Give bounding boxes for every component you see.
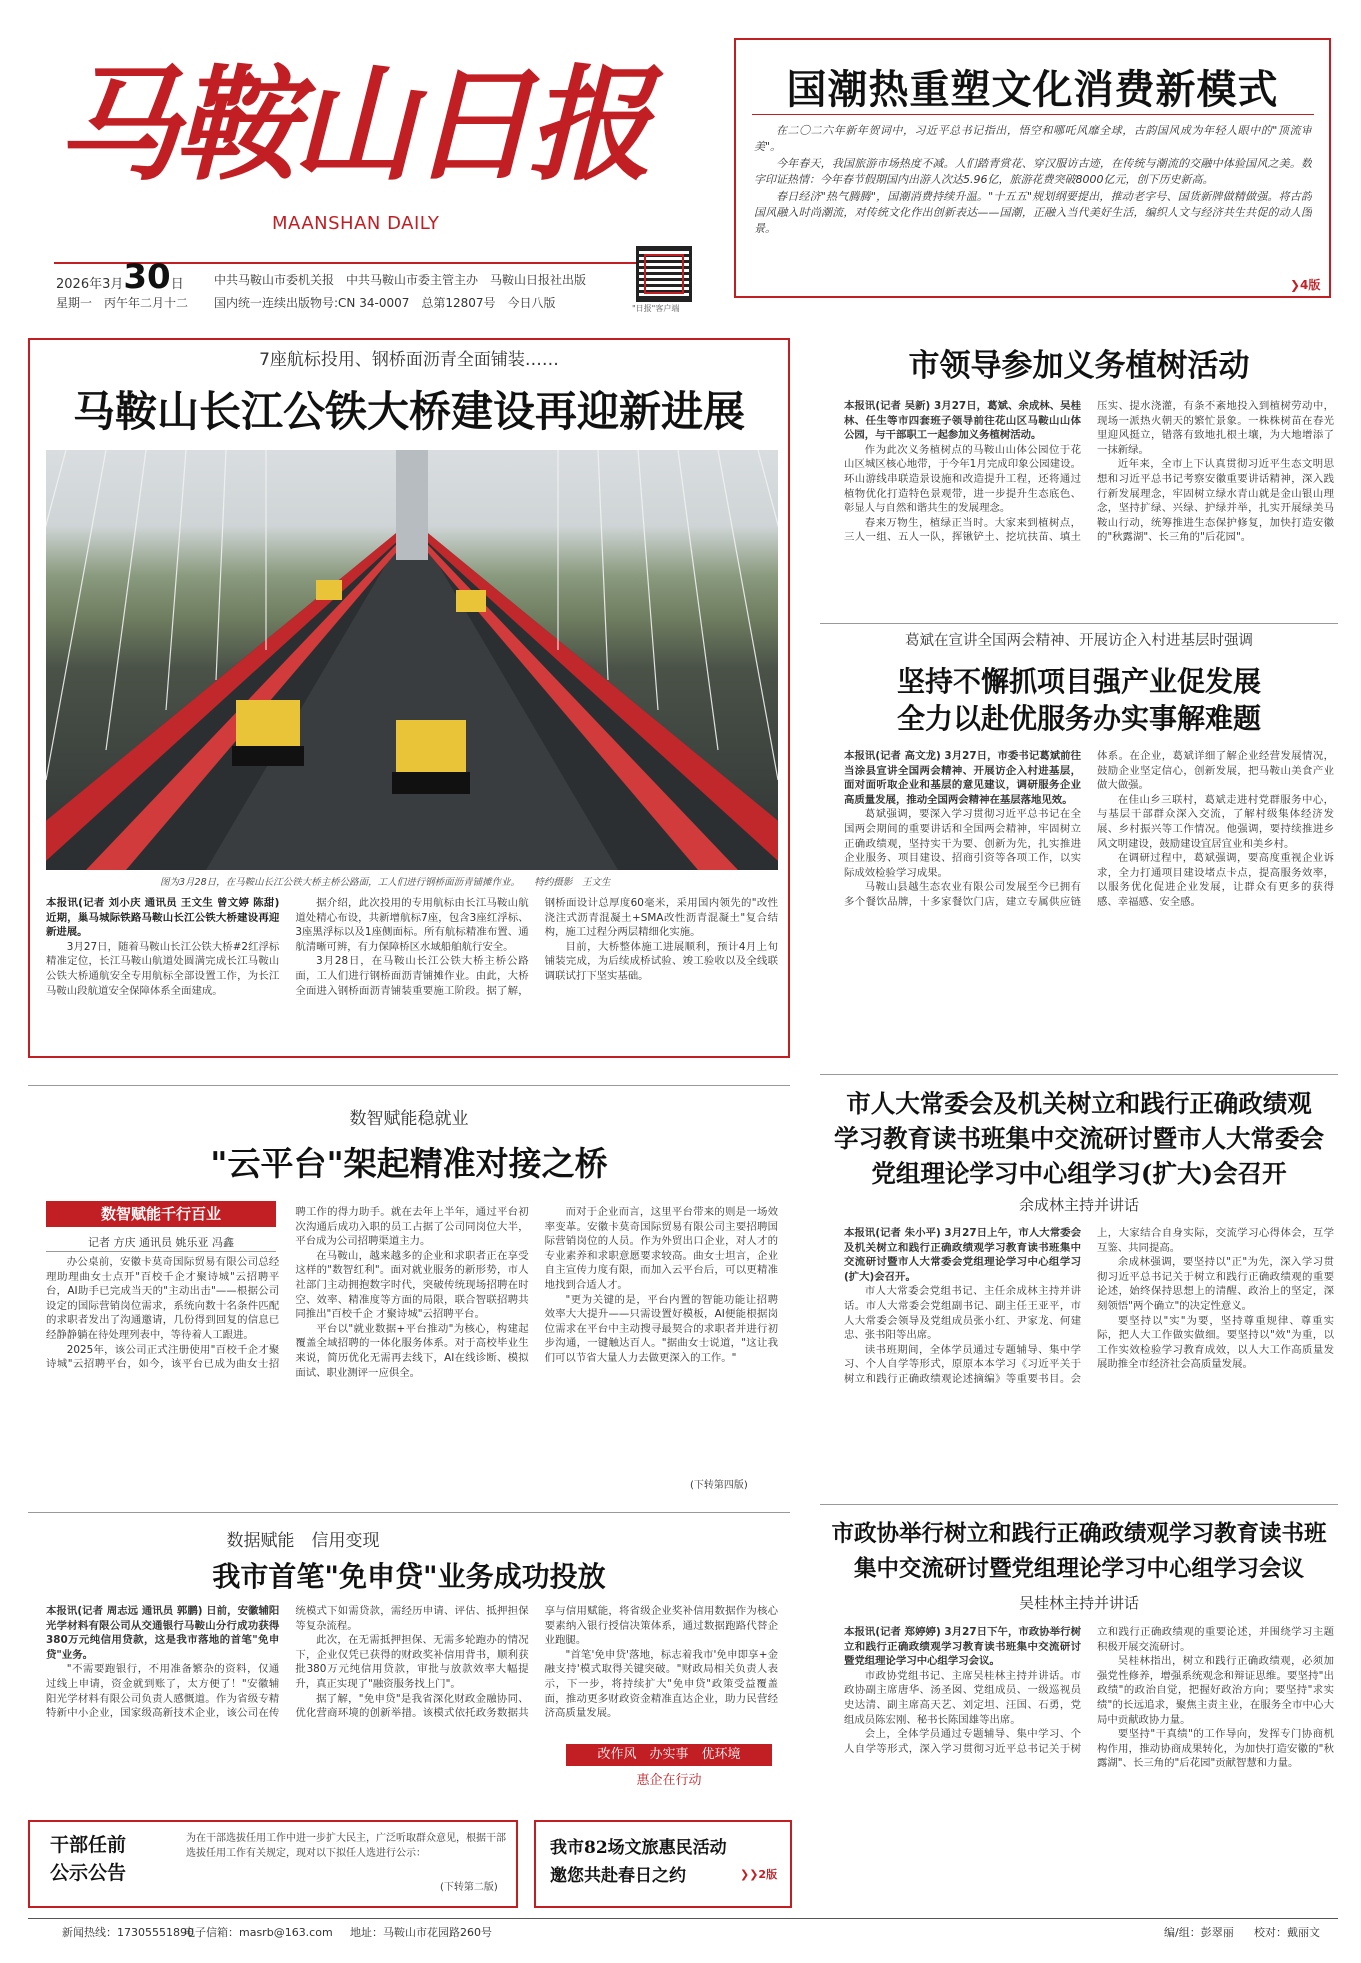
footer-rule [28,1918,1338,1919]
top-feature-text: 在二〇二六年新年贺词中，习近平总书记指出，悟空和哪吒风靡全球，古韵国风成为年轻人眼中的"顶流审美"。 今年春天，我国旅游市场热度不减。人们踏青赏花、穿汉服访古迹，在传统与潮流的交融中体验国风之美。数字印证热情：今年春节假期国内出游人次达5.96亿，旅游花费突破8000亿元，创下历史新高。 春日经济"热气腾腾"，国潮消费持续升温。"十五五"规划纲要提出，推动老字号、国货新牌做精做强。将古韵国风融入时尚潮流，对传统文化作出创新表达——国潮，正融入当代美好生活，编织人文与经济共生共促的动人图景。 [754,124,1312,236]
cloud-kicker: 数智赋能稳就业 [349,1109,469,1129]
top-feature-title: 国潮热重塑文化消费新模式 [786,66,1279,113]
date-block: 2026年3月30日 [56,257,184,297]
slogan-sub: 惠企在行动 [636,1773,702,1788]
loan-kicker: 数据赋能 信用变现 [226,1531,380,1551]
cloud-byline: 记者 方庆 通讯员 姚乐亚 冯鑫 [88,1236,234,1249]
npc-title-3: 党组理论学习中心组学习(扩大)会召开 [871,1159,1287,1188]
top-feature-rule [752,114,1314,115]
cppcc-title-2: 集中交流研讨暨党组理论学习中心组学习会议 [853,1556,1304,1582]
cloud-jump[interactable]: (下转第四版) [690,1480,748,1491]
footer-hotline: 新闻热线：17305551890 [62,1926,194,1939]
cppcc-title-1: 市政协举行树立和践行正确政绩观学习教育读书班 [831,1521,1327,1547]
trees-body: 本报讯(记者 吴新) 3月27日，葛斌、余成林、吴桂林、任生等市四套班子领导前往花山区马鞍山山体公园，与干部职工一起参加义务植树活动。 作为此次义务植树点的马鞍山山体公园位于花山区城区核心地带，于今年1月完成印象公园建设。环山游线串联造景设施和改造提升工程，还将通过植物优化打造特色景观带，进一步提升生态底色、彰显人与自然和谐共生的发展理念。 春来万物生，植绿正当时。大家来到植树点，三人一组、五人一队，挥锹铲土、挖坑扶苗、填土压实、提水浇灌，有条不紊地投入到植树劳动中，现场一派热火朝天的繁忙景象。一株株树苗在春光里迎风挺立，错落有致地扎根土壤，为大地增添了一抹新绿。 近年来，全市上下认真贯彻习近平生态文明思想和习近平总书记考察安徽重要讲话精神，深入践行新发展理念，牢固树立绿水青山就是金山银山理念，坚持扩绿、兴绿、护绿并举，扎实开展绿美马鞍山行动，统筹推进生态保护修复，加快打造安徽的"秋露湖"、长三角的"后花园"。 [844,400,1334,544]
bridge-body: 本报讯(记者 刘小庆 通讯员 王文生 曾文婷 陈甜) 近期，巢马城际铁路马鞍山长江公铁大桥建设再迎新进展。 3月27日，随着马鞍山长江公铁大桥#2红浮标精准定位，长江马鞍山航道处圆满完成长江马鞍山公铁大桥通航安全专用航标全部设置工作，为长江马鞍山段航道安全保障体系全面建成。 据介绍，此次投用的专用航标由长江马鞍山航道处精心布设，共新增航标7座，包含3座红浮标、3座黑浮标以及1座侧面标。所有航标精准布置、通航清晰可辨，有力保障桥区水域船舶航行安全。 3月28日，在马鞍山长江公铁大桥主桥公路面，工人们进行钢桥面沥青铺摊作业。由此，大桥全面进入钢桥面沥青铺装重要施工阶段。据了解，钢桥面设计总厚度60毫米，采用国内领先的"改性浇注式沥青混凝土+SMA改性沥青混凝土"复合结构，施工过程分两层精细化实施。 目前，大桥整体施工进展顺利，预计4月上旬铺装完成，为后续成桥试验、竣工验收以及全线联调联试打下坚实基础。 [46,897,778,997]
qr-code-icon[interactable] [636,246,692,302]
masthead-english: MAANSHAN DAILY [272,213,440,234]
divider [820,1074,1338,1075]
gebin-title-1: 坚持不懈抓项目强产业促发展 [896,665,1261,698]
logo-calligraphy [56,40,696,190]
footer-editor: 编/组：彭翠丽 [1164,1926,1234,1939]
loan-body: 本报讯(记者 周志远 通讯员 郭鹏) 日前，安徽辅阳光学材料有限公司从交通银行马鞍山分行成功获得380万元纯信用贷款，这是我市落地的首笔"免申贷"业务。 "不需要跑银行，不用准备繁杂的资料，仅通过线上申请，资金就到账了，太方便了！"安徽辅阳光学材料有限公司负责人感慨道。作为省级专精特新中小企业，国家级高新技术企业，该公司在传统模式下如需贷款，需经历申请、评估、抵押担保等复杂流程。 此次，在无需抵押担保、无需多轮跑办的情况下，企业仅凭已获得的财政奖补信用背书，顺利获批380万元纯信用贷款，审批与放款效率大幅提升，真正实现了"融资服务找上门"。 据了解，"免申贷"是我省深化财政金融协同、优化营商环境的创新举措。该模式依托政务数据共享与信用赋能，将省级企业奖补信用数据作为核心要素纳入银行授信决策体系，通过数据跑路代替企业跑腿。 "首笔'免申贷'落地，标志着我市'免申即享+金融支持'模式取得关键突破。"财政局相关负责人表示，下一步，将持续扩大"免申贷"政策受益覆盖面，推动更多财政资金精准直达企业，助力民营经济高质量发展。 [46,1605,778,1720]
tour-jump[interactable]: ❯❯2版 [740,1868,778,1881]
npc-body: 本报讯(记者 朱小平) 3月27日上午，市人大常委会及机关树立和践行正确政绩观学习教育读书班集中交流研讨暨市人大常委会党组理论学习中心组学习(扩大)会召开。 市人大常委会党组书记、主任余成林主持并讲话。市人大常委会党组副书记、副主任王亚平，市人大常委会领导及党组成员张小红、尹家龙、何建忠、张书阳等出席。 读书班期间，全体学员通过专题辅导、集中学习、个人自学等形式，原原本本学习《习近平关于树立和践行正确政绩观论述摘编》等重要书目。会上，大家结合自身实际，交流学习心得体会，互学互鉴、共同提高。 余成林强调，要坚持以"正"为先，深入学习贯彻习近平总书记关于树立和践行正确政绩观的重要论述，始终保持思想上的清醒、政治上的坚定，深刻领悟"两个确立"的决定性意义。 要坚持以"实"为要，坚持尊重规律、尊重实际，把人大工作做实做细。要坚持以"效"为重，以工作实效检验学习教育成效，以人大工作高质量发展助推全市经济社会高质量发展。 [844,1227,1334,1385]
gebin-title-2: 全力以赴优服务办实事解难题 [896,702,1261,735]
notice-title-2: 公示公告 [50,1862,127,1884]
top-feature-jump[interactable]: ❯4版 [1290,278,1321,292]
bridge-photo-drawing [46,450,778,870]
notice-title-1: 干部任前 [50,1834,127,1856]
cloud-title: "云平台"架起精准对接之桥 [210,1144,608,1183]
bridge-photo [46,450,778,870]
footer-proof: 校对：戴丽文 [1254,1926,1320,1939]
divider [28,1512,790,1513]
divider [28,1085,790,1086]
notice-jump[interactable]: (下转第二版) [440,1882,498,1893]
cloud-tag: 数智赋能千行百业 [46,1201,276,1227]
tour-title-1: 我市82场文旅惠民活动 [550,1838,727,1858]
date-day: 30 [123,257,171,297]
divider [820,623,1338,624]
tour-title-2: 邀您共赴春日之约 [550,1866,686,1886]
cppcc-body: 本报讯(记者 郑婷婷) 3月27日下午，市政协举行树立和践行正确政绩观学习教育读书班集中交流研讨暨党组理论学习中心组学习会议。 市政协党组书记、主席吴桂林主持并讲话。市政协副主席唐华、汤圣囡、党组成员、一级巡视员史达清、副主席高天艺、刘定坦、汪国、石勇，党组成员陈宏刚、秘书长陈国雄等出席。 会上，全体学员通过专题辅导、集中学习、个人自学等形式，深入学习贯彻习近平总书记关于树立和践行正确政绩观的重要论述，并围绕学习主题积极开展交流研讨。 吴桂林指出，树立和践行正确政绩观，必须加强党性修养，增强系统观念和辩证思维。要坚持"出政绩"的政治自觉，把握好政治方向；要坚持"求实绩"的长远追求，聚焦主责主业，在服务全市中心大局中贡献政协力量。 要坚持"干真绩"的工作导向，发挥专门协商机构作用，推动协商成果转化，为加快打造安徽的"秋露湖"、长三角的"后花园"贡献智慧和力量。 [844,1626,1334,1770]
masthead-logo [56,40,696,190]
gebin-body: 本报讯(记者 高文龙) 3月27日，市委书记葛斌前往当涂县宣讲全国两会精神、开展访企入村进基层，面对面听取企业和基层的意见建议，调研服务企业高质量发展，推动全国两会精神在基层落地见效。 葛斌强调，要深入学习贯彻习近平总书记在全国两会期间的重要讲话和全国两会精神，牢固树立正确政绩观，坚持实干为要、创新为先，扎实推进企业服务、项目建设、招商引资等各项工作，以实际成效检验学习成果。 马鞍山县越生态农业有限公司发展至今已拥有多个餐饮品牌，十多家餐饮门店，建立专属供应链体系。在企业，葛斌详细了解企业经营发展情况，鼓励企业坚定信心，创新发展，把马鞍山美食产业做大做强。 在佳山乡三联村，葛斌走进村党群服务中心，与基层干部群众深入交流，了解村级集体经济发展、乡村振兴等工作情况。他强调，要持续推进乡风文明建设，鼓励建设宜居宜业和美乡村。 在调研过程中，葛斌强调，要高度重视企业诉求，全力打通项目建设堵点卡点，提高服务效率，以服务优化促进企业发展，让群众有更多的获得感、幸福感、安全感。 [844,750,1334,908]
gebin-kicker: 葛斌在宣讲全国两会精神、开展访企入村进基层时强调 [905,633,1253,649]
svg-text:马鞍山日报: 马鞍山日报 [56,53,647,190]
bridge-title: 马鞍山长江公铁大桥建设再迎新进展 [72,387,745,436]
divider [820,1504,1338,1505]
cppcc-subtitle: 吴桂林主持并讲话 [1018,1594,1139,1612]
footer-address: 地址：马鞍山市花园路260号 [350,1926,492,1939]
publisher-orgs: 中共马鞍山市委机关报 中共马鞍山市委主管主办 马鞍山日报社出版 [214,273,587,287]
footer-email: 电子信箱：masrb@163.com [184,1926,333,1939]
npc-title-2: 学习教育读书班集中交流研讨暨市人大常委会 [834,1124,1324,1153]
bridge-kicker: 7座航标投用、钢桥面沥青全面铺装…… [259,350,559,370]
loan-title: 我市首笔"免申贷"业务成功投放 [212,1560,606,1593]
trees-title: 市领导参加义务植树活动 [908,348,1250,384]
issn-line: 国内统一连续出版物号:CN 34-0007 总第12807号 今日八版 [214,296,556,310]
weekday: 星期一 丙午年二月十二 [56,296,189,310]
cloud-body: 办公桌前，安徽卡莫奇国际贸易有限公司总经理助理曲女士点开"百校千企才聚诗城"云招聘平台，AI助手已完成当天的"主动出击"——根据公司设定的国际营销岗位需求，系统向数十名条件匹配的求职者发出了沟通邀请，几份得到回复的信息已经静静躺在待处理列表中，等待着人工跟进。 2025年，该公司正式注册使用"百校千企才聚诗城"云招聘平台，如今，该平台已成为曲女士招聘工作的得力助手。就在去年上半年，通过平台初次沟通后成功入职的员工占据了公司同岗位大半，平台成为公司招聘渠道主力。 在马鞍山，越来越多的企业和求职者正在享受这样的"数智红利"。面对就业服务的新形势，市人社部门主动拥抱数字时代，突破传统现场招聘在时空、效率、精准度等方面的局限，联合智联招聘共同推出"百校千企 才聚诗城"云招聘平台。 平台以"就业数据+平台推动"为核心，构建起覆盖全域招聘的一体化服务体系。对于高校毕业生来说，简历优化无需再去线下，AI在线诊断、模拟面试、职业测评一应俱全。 而对于企业而言，这里平台带来的则是一场效率变革。安徽卡莫奇国际贸易有限公司主要招聘国际营销岗位的人员。作为外贸出口企业，对人才的专业素养和求职意愿要求较高。曲女士坦言，企业自主宣传力度有限，而加入云平台后，可以更精准地找到合适人才。 "更为关键的是，平台内置的智能功能让招聘效率大大提升——只需设置好模板，AI便能根据岗位需求在平台中主动搜寻最契合的求职者并进行初步沟通，一键触达百人。"据曲女士说道，"这让我们可以节省大量人力去做更深入的工作。" [46,1206,778,1379]
slogan-banner: 改作风 办实事 优环境 [566,1744,772,1766]
notice-text: 为在干部选拔任用工作中进一步扩大民主，广泛听取群众意见，根据干部选拔任用工作有关规定，现对以下拟任人选进行公示： [186,1833,506,1859]
qr-caption: "日报"客户端 [632,304,680,313]
npc-subtitle: 余成林主持并讲话 [1018,1196,1139,1214]
npc-title-1: 市人大常委会及机关树立和践行正确政绩观 [846,1089,1312,1118]
bridge-photo-caption: 图为3月28日，在马鞍山长江公铁大桥主桥公路面，工人们进行钢桥面沥青铺摊作业。 特约摄影 王文生 [160,877,611,888]
